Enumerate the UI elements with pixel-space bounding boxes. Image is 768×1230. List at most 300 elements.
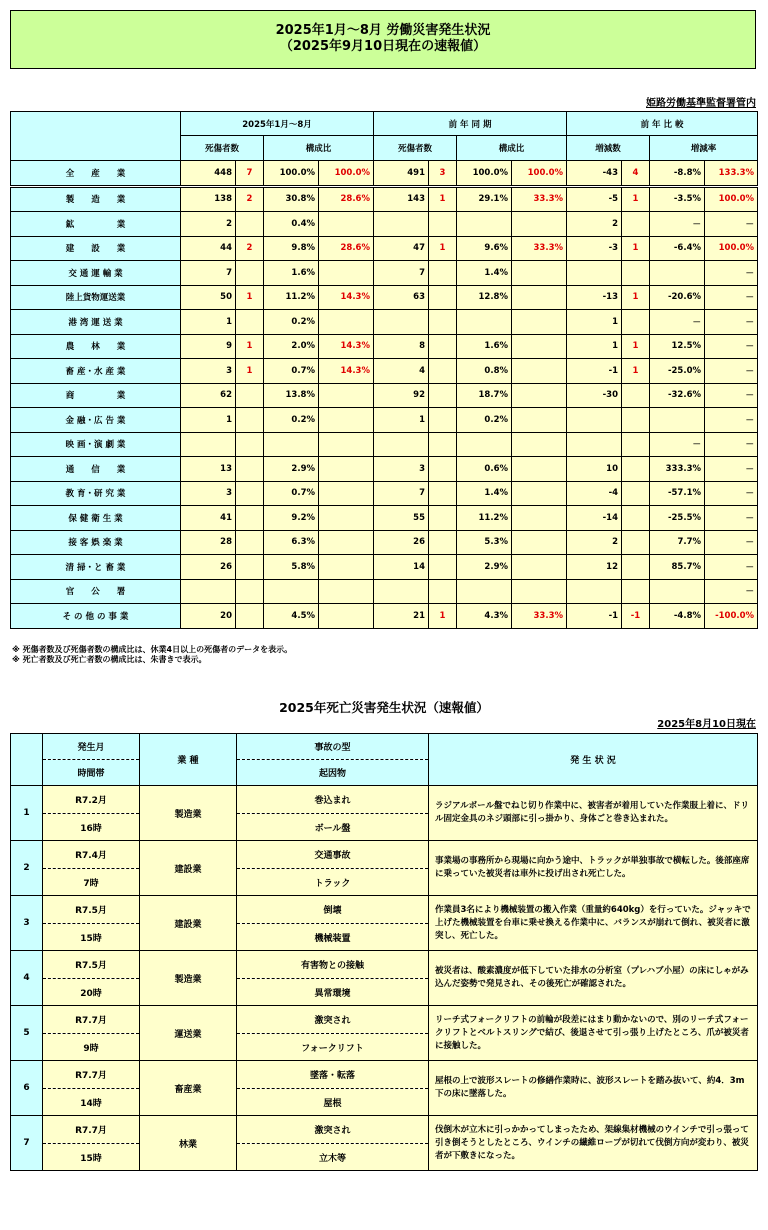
fatal-cause: ボール盤 <box>237 814 429 841</box>
industry-label: 畜 産・水 産 業 <box>11 359 181 384</box>
stats-row <box>11 408 758 433</box>
prev-injuries-ratio: 0.6% <box>457 457 512 482</box>
industry-label: 陸上貨物運送業 <box>11 285 181 310</box>
industry-label: 官 公 署 <box>11 579 181 604</box>
deaths-ratio: 28.6% <box>319 186 374 212</box>
deaths-change-rate: － <box>705 408 758 433</box>
fatal-type: 倒壊 <box>237 896 429 924</box>
fatal-month: R7.5月 <box>43 896 140 924</box>
prev-injuries-count: 7 <box>374 481 429 506</box>
fatal-no: 5 <box>11 1006 43 1061</box>
office-label: 姫路労働基準監督署管内 <box>646 98 756 109</box>
prev-injuries-count <box>374 310 429 335</box>
fatal-cause: トラック <box>237 869 429 896</box>
fatal-row <box>11 1061 758 1089</box>
deaths-change-rate: － <box>705 359 758 384</box>
note-1: ※ 死傷者数及び死傷者数の構成比は、休業4日以上の死傷者のデータを表示。 <box>12 645 293 654</box>
fatal-cause: 異常環境 <box>237 979 429 1006</box>
injuries-ratio: 6.3% <box>264 530 319 555</box>
deaths-change-count <box>622 432 650 457</box>
change-count <box>567 432 622 457</box>
fatal-industry: 畜産業 <box>140 1061 237 1116</box>
industry-label: そ の 他 の 事 業 <box>11 604 181 629</box>
deaths-change-rate: 133.3% <box>705 161 758 187</box>
prev-deaths-ratio: 33.3% <box>512 186 567 212</box>
change-count: -3 <box>567 236 622 261</box>
header-composition-prev: 構成比 <box>457 136 567 161</box>
stats-row <box>11 530 758 555</box>
deaths-change-count: -1 <box>622 604 650 629</box>
fatal-type: 激突され <box>237 1116 429 1144</box>
fatal-no: 2 <box>11 841 43 896</box>
prev-injuries-ratio: 1.6% <box>457 334 512 359</box>
prev-deaths-count <box>429 408 457 433</box>
industry-label: 交 通 運 輸 業 <box>11 261 181 286</box>
change-rate: － <box>650 432 705 457</box>
prev-deaths-ratio <box>512 383 567 408</box>
change-count: -13 <box>567 285 622 310</box>
change-rate: -6.4% <box>650 236 705 261</box>
header-prev-same: 前 年 同 期 <box>374 112 567 136</box>
injuries-count: 1 <box>181 310 236 335</box>
deaths-ratio <box>319 457 374 482</box>
fatal-description: 事業場の事務所から現場に向かう途中、トラックが単独事故で横転した。後部座席に乗っていた被災者は車外に投げ出され死亡した。 <box>429 841 758 896</box>
page-title: 2025年1月～8月 労働災害発生状況 <box>275 23 491 38</box>
industry-label: 通 信 業 <box>11 457 181 482</box>
industry-label: 教 育・研 究 業 <box>11 481 181 506</box>
fatal-month: R7.4月 <box>43 841 140 869</box>
change-rate: 85.7% <box>650 555 705 580</box>
prev-deaths-count <box>429 432 457 457</box>
fatal-description: ラジアルボール盤でねじ切り作業中に、被害者が着用していた作業服上着に、ドリル固定金具のネジ頭部に引っ掛かり、身体ごと巻き込まれた。 <box>429 786 758 841</box>
industry-label: 製 造 業 <box>11 186 181 212</box>
change-count: 1 <box>567 310 622 335</box>
prev-injuries-ratio <box>457 432 512 457</box>
deaths-count <box>236 506 264 531</box>
industry-label: 映 画・演 劇 業 <box>11 432 181 457</box>
header-change-count: 増減数 <box>567 136 650 161</box>
deaths-ratio: 14.3% <box>319 359 374 384</box>
stats-row <box>11 161 758 187</box>
prev-deaths-count <box>429 555 457 580</box>
fatal-no: 4 <box>11 951 43 1006</box>
prev-deaths-count <box>429 212 457 237</box>
fatal-month: R7.5月 <box>43 951 140 979</box>
change-count: -4 <box>567 481 622 506</box>
deaths-count: 1 <box>236 359 264 384</box>
deaths-change-count: 4 <box>622 161 650 187</box>
fatal-row <box>11 1116 758 1144</box>
fatal-cause: 立木等 <box>237 1144 429 1171</box>
injuries-ratio: 0.2% <box>264 408 319 433</box>
deaths-ratio <box>319 506 374 531</box>
injuries-ratio: 2.0% <box>264 334 319 359</box>
deaths-count <box>236 383 264 408</box>
deaths-ratio <box>319 530 374 555</box>
prev-deaths-count <box>429 481 457 506</box>
prev-deaths-count <box>429 310 457 335</box>
deaths-change-rate: － <box>705 383 758 408</box>
header-prev-compare: 前 年 比 較 <box>567 112 758 136</box>
change-rate: -4.8% <box>650 604 705 629</box>
change-rate: -3.5% <box>650 186 705 212</box>
injuries-count: 50 <box>181 285 236 310</box>
change-rate <box>650 408 705 433</box>
change-rate: － <box>650 212 705 237</box>
deaths-count <box>236 408 264 433</box>
stats-row <box>11 261 758 286</box>
industry-label: 鉱 業 <box>11 212 181 237</box>
injuries-ratio: 0.4% <box>264 212 319 237</box>
change-count <box>567 261 622 286</box>
change-rate: -8.8% <box>650 161 705 187</box>
deaths-change-count <box>622 383 650 408</box>
prev-deaths-ratio <box>512 457 567 482</box>
injuries-ratio: 2.9% <box>264 457 319 482</box>
fatal-no: 1 <box>11 786 43 841</box>
prev-injuries-count <box>374 212 429 237</box>
deaths-count <box>236 555 264 580</box>
prev-injuries-ratio: 18.7% <box>457 383 512 408</box>
deaths-change-count <box>622 530 650 555</box>
prev-injuries-ratio: 2.9% <box>457 555 512 580</box>
change-rate: 7.7% <box>650 530 705 555</box>
stats-row <box>11 506 758 531</box>
fatal-industry: 建設業 <box>140 896 237 951</box>
deaths-count <box>236 579 264 604</box>
deaths-change-rate: － <box>705 285 758 310</box>
deaths-ratio <box>319 432 374 457</box>
injuries-count: 44 <box>181 236 236 261</box>
prev-injuries-ratio: 11.2% <box>457 506 512 531</box>
deaths-change-rate: 100.0% <box>705 236 758 261</box>
prev-injuries-ratio: 1.4% <box>457 261 512 286</box>
prev-injuries-count: 8 <box>374 334 429 359</box>
fatal-time: 16時 <box>43 814 140 841</box>
fatal-header-cause: 起因物 <box>237 760 429 786</box>
prev-injuries-count: 63 <box>374 285 429 310</box>
deaths-count <box>236 261 264 286</box>
injuries-count <box>181 579 236 604</box>
injuries-ratio: 1.6% <box>264 261 319 286</box>
injuries-ratio: 0.7% <box>264 481 319 506</box>
prev-deaths-ratio <box>512 506 567 531</box>
fatal-header-time: 時間帯 <box>43 760 140 786</box>
prev-deaths-count <box>429 530 457 555</box>
deaths-change-count <box>622 212 650 237</box>
deaths-ratio <box>319 212 374 237</box>
deaths-count: 2 <box>236 236 264 261</box>
stats-row <box>11 212 758 237</box>
injuries-count: 448 <box>181 161 236 187</box>
header-blank <box>11 112 181 161</box>
change-count: 2 <box>567 530 622 555</box>
industry-label: 建 設 業 <box>11 236 181 261</box>
prev-deaths-count: 1 <box>429 604 457 629</box>
deaths-change-rate: － <box>705 432 758 457</box>
deaths-ratio <box>319 383 374 408</box>
deaths-change-count: 1 <box>622 186 650 212</box>
prev-deaths-count <box>429 359 457 384</box>
change-count <box>567 579 622 604</box>
prev-injuries-ratio <box>457 212 512 237</box>
prev-deaths-ratio <box>512 408 567 433</box>
injuries-ratio: 9.8% <box>264 236 319 261</box>
change-count: -5 <box>567 186 622 212</box>
prev-deaths-ratio <box>512 212 567 237</box>
prev-injuries-count: 1 <box>374 408 429 433</box>
note-2: ※ 死亡者数及び死亡者数の構成比は、朱書きで表示。 <box>12 655 207 664</box>
stats-row <box>11 359 758 384</box>
injuries-count: 41 <box>181 506 236 531</box>
change-count: 10 <box>567 457 622 482</box>
deaths-ratio <box>319 261 374 286</box>
change-count: -30 <box>567 383 622 408</box>
deaths-change-count: 1 <box>622 334 650 359</box>
injuries-ratio: 0.7% <box>264 359 319 384</box>
prev-injuries-ratio: 100.0% <box>457 161 512 187</box>
change-rate: -57.1% <box>650 481 705 506</box>
injuries-ratio: 0.2% <box>264 310 319 335</box>
deaths-count <box>236 212 264 237</box>
fatal-cause: 屋根 <box>237 1089 429 1116</box>
deaths-change-rate: － <box>705 212 758 237</box>
prev-injuries-ratio: 12.8% <box>457 285 512 310</box>
deaths-change-rate: － <box>705 334 758 359</box>
deaths-count <box>236 481 264 506</box>
fatal-industry: 運送業 <box>140 1006 237 1061</box>
fatal-row <box>11 841 758 869</box>
change-rate: -25.0% <box>650 359 705 384</box>
deaths-change-rate: － <box>705 579 758 604</box>
injuries-count: 9 <box>181 334 236 359</box>
fatal-time: 14時 <box>43 1089 140 1116</box>
prev-injuries-count: 14 <box>374 555 429 580</box>
injuries-ratio: 30.8% <box>264 186 319 212</box>
stats-row <box>11 236 758 261</box>
deaths-count <box>236 432 264 457</box>
deaths-change-rate: － <box>705 530 758 555</box>
prev-deaths-ratio <box>512 334 567 359</box>
deaths-count <box>236 530 264 555</box>
fatal-header-situation: 発 生 状 況 <box>429 734 758 786</box>
prev-deaths-ratio <box>512 530 567 555</box>
change-rate: -32.6% <box>650 383 705 408</box>
fatal-time: 15時 <box>43 924 140 951</box>
fatal-description: リーチ式フォークリフトの前輪が段差にはまり動かないので、別のリーチ式フォークリフトとベルトスリングで結び、後退させて引っ張り上げたところ、爪が被災者に接触した。 <box>429 1006 758 1061</box>
prev-injuries-ratio: 4.3% <box>457 604 512 629</box>
industry-label: 金 融・広 告 業 <box>11 408 181 433</box>
header-deaths: 死傷者数 <box>181 136 264 161</box>
deaths-change-count <box>622 481 650 506</box>
fatal-header-no <box>11 734 43 786</box>
stats-row <box>11 334 758 359</box>
fatal-description: 被災者は、酸素濃度が低下していた排水の分析室（プレハブ小屋）の床にしゃがみ込んだ姿勢で発見され、その後死亡が確認された。 <box>429 951 758 1006</box>
prev-injuries-count: 21 <box>374 604 429 629</box>
deaths-ratio <box>319 408 374 433</box>
fatal-no: 7 <box>11 1116 43 1171</box>
deaths-ratio <box>319 555 374 580</box>
injuries-count: 2 <box>181 212 236 237</box>
fatal-no: 6 <box>11 1061 43 1116</box>
change-rate: － <box>650 310 705 335</box>
deaths-count: 1 <box>236 334 264 359</box>
prev-injuries-ratio <box>457 310 512 335</box>
fatal-row <box>11 786 758 814</box>
stats-row <box>11 432 758 457</box>
prev-deaths-ratio: 100.0% <box>512 161 567 187</box>
change-count: -1 <box>567 604 622 629</box>
change-count: 1 <box>567 334 622 359</box>
header-period: 2025年1月～8月 <box>181 112 374 136</box>
industry-label: 農 林 業 <box>11 334 181 359</box>
header-change-rate: 増減率 <box>650 136 758 161</box>
prev-injuries-ratio: 0.8% <box>457 359 512 384</box>
injuries-ratio: 5.8% <box>264 555 319 580</box>
fatal-industry: 林業 <box>140 1116 237 1171</box>
prev-deaths-ratio <box>512 555 567 580</box>
fatal-industry: 製造業 <box>140 786 237 841</box>
prev-deaths-ratio <box>512 432 567 457</box>
injuries-count: 13 <box>181 457 236 482</box>
injuries-count: 138 <box>181 186 236 212</box>
stats-row <box>11 457 758 482</box>
prev-injuries-count: 55 <box>374 506 429 531</box>
fatal-time: 15時 <box>43 1144 140 1171</box>
injuries-count: 1 <box>181 408 236 433</box>
prev-injuries-ratio: 1.4% <box>457 481 512 506</box>
deaths-change-rate: － <box>705 506 758 531</box>
deaths-change-count <box>622 506 650 531</box>
prev-deaths-count: 3 <box>429 161 457 187</box>
prev-deaths-ratio <box>512 285 567 310</box>
notes <box>12 645 292 665</box>
deaths-change-rate: － <box>705 555 758 580</box>
prev-injuries-count: 47 <box>374 236 429 261</box>
deaths-ratio: 28.6% <box>319 236 374 261</box>
deaths-change-count <box>622 261 650 286</box>
prev-deaths-count <box>429 457 457 482</box>
deaths-ratio <box>319 310 374 335</box>
prev-deaths-count <box>429 506 457 531</box>
header-deaths-prev: 死傷者数 <box>374 136 457 161</box>
injuries-count <box>181 432 236 457</box>
prev-injuries-count: 4 <box>374 359 429 384</box>
injuries-count: 20 <box>181 604 236 629</box>
stats-row <box>11 186 758 212</box>
prev-injuries-ratio: 9.6% <box>457 236 512 261</box>
fatal-table <box>10 733 758 1171</box>
injuries-ratio: 13.8% <box>264 383 319 408</box>
fatal-type: 交通事故 <box>237 841 429 869</box>
fatal-type: 墜落・転落 <box>237 1061 429 1089</box>
prev-deaths-ratio <box>512 481 567 506</box>
fatal-time: 7時 <box>43 869 140 896</box>
fatal-header-type: 事故の型 <box>237 734 429 760</box>
fatal-description: 伐倒木が立木に引っかかってしまったため、架線集材機械のウインチで引っ張って引き倒そうとしたところ、ウインチの繊維ロープが切れて伐倒方向が変わり、被災者が下敷きになった。 <box>429 1116 758 1171</box>
prev-deaths-ratio <box>512 359 567 384</box>
fatal-cause: 機械装置 <box>237 924 429 951</box>
fatal-industry: 製造業 <box>140 951 237 1006</box>
fatal-type: 巻込まれ <box>237 786 429 814</box>
deaths-count <box>236 604 264 629</box>
prev-deaths-count <box>429 383 457 408</box>
change-rate: 333.3% <box>650 457 705 482</box>
change-count: -43 <box>567 161 622 187</box>
injuries-ratio: 100.0% <box>264 161 319 187</box>
prev-injuries-count <box>374 432 429 457</box>
deaths-change-count <box>622 579 650 604</box>
deaths-change-rate: － <box>705 310 758 335</box>
change-count: 12 <box>567 555 622 580</box>
deaths-change-rate: － <box>705 261 758 286</box>
industry-label: 接 客 娯 楽 業 <box>11 530 181 555</box>
fatal-type: 激突され <box>237 1006 429 1034</box>
prev-injuries-count: 92 <box>374 383 429 408</box>
fatal-type: 有害物との接触 <box>237 951 429 979</box>
injuries-ratio: 11.2% <box>264 285 319 310</box>
deaths-change-count: 1 <box>622 359 650 384</box>
fatal-month: R7.7月 <box>43 1061 140 1089</box>
fatal-month: R7.7月 <box>43 1116 140 1144</box>
deaths-ratio <box>319 579 374 604</box>
prev-deaths-ratio <box>512 579 567 604</box>
prev-deaths-count <box>429 579 457 604</box>
prev-deaths-count <box>429 334 457 359</box>
fatal-month: R7.7月 <box>43 1006 140 1034</box>
fatal-row <box>11 896 758 924</box>
stats-row <box>11 481 758 506</box>
stats-table <box>10 111 758 629</box>
deaths-change-count <box>622 555 650 580</box>
deaths-count: 7 <box>236 161 264 187</box>
prev-injuries-count: 143 <box>374 186 429 212</box>
deaths-count: 1 <box>236 285 264 310</box>
injuries-ratio <box>264 579 319 604</box>
stats-row <box>11 383 758 408</box>
deaths-ratio <box>319 604 374 629</box>
prev-deaths-ratio: 33.3% <box>512 236 567 261</box>
injuries-ratio: 4.5% <box>264 604 319 629</box>
deaths-change-count <box>622 457 650 482</box>
page-subtitle: （2025年9月10日現在の速報値） <box>279 39 487 54</box>
change-count: -14 <box>567 506 622 531</box>
stats-row <box>11 604 758 629</box>
deaths-ratio: 14.3% <box>319 334 374 359</box>
deaths-count <box>236 310 264 335</box>
industry-label: 商 業 <box>11 383 181 408</box>
prev-injuries-count: 26 <box>374 530 429 555</box>
prev-deaths-count <box>429 285 457 310</box>
prev-deaths-count: 1 <box>429 186 457 212</box>
injuries-count: 3 <box>181 481 236 506</box>
fatal-time: 20時 <box>43 979 140 1006</box>
fatal-header-industry: 業 種 <box>140 734 237 786</box>
stats-row <box>11 555 758 580</box>
prev-deaths-ratio: 33.3% <box>512 604 567 629</box>
change-count <box>567 408 622 433</box>
injuries-ratio <box>264 432 319 457</box>
change-rate <box>650 261 705 286</box>
deaths-change-count <box>622 408 650 433</box>
deaths-ratio <box>319 481 374 506</box>
fatal-row <box>11 951 758 979</box>
change-rate: 12.5% <box>650 334 705 359</box>
injuries-count: 28 <box>181 530 236 555</box>
deaths-count <box>236 457 264 482</box>
industry-label: 港 湾 運 送 業 <box>11 310 181 335</box>
change-count: -1 <box>567 359 622 384</box>
